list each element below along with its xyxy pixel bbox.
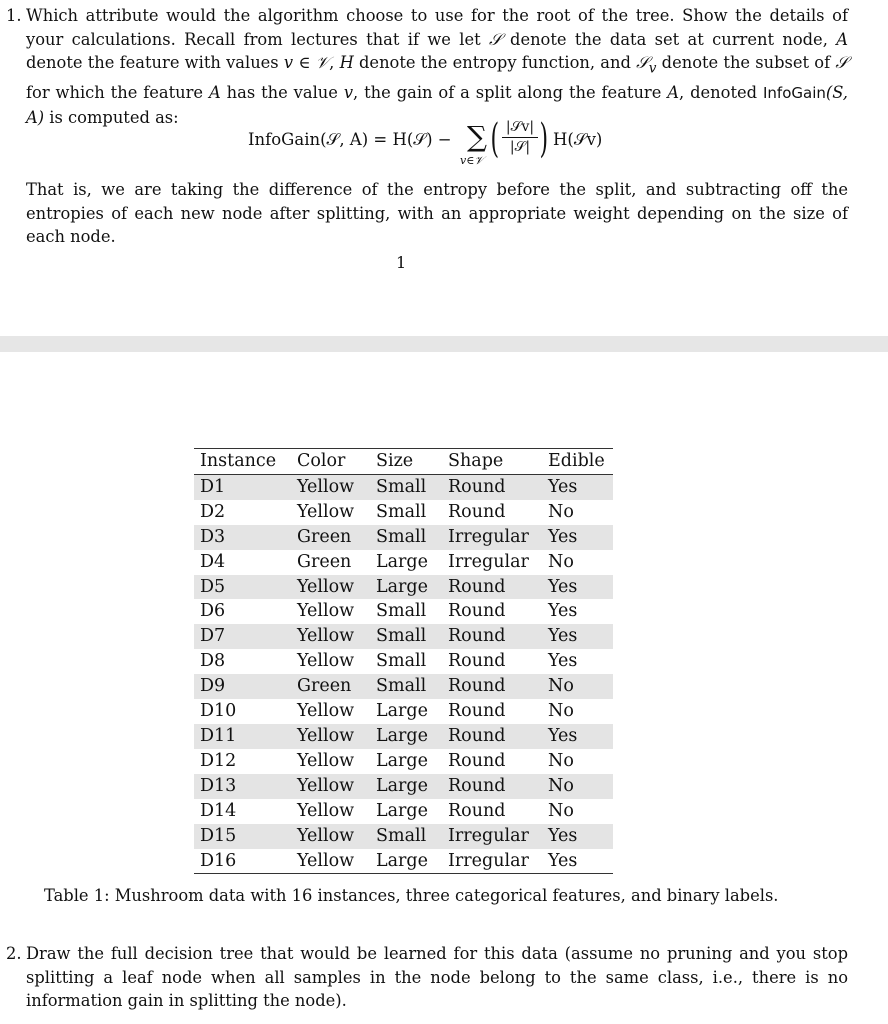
page-1: [0, 0, 888, 336]
table-cell: Yellow: [297, 601, 355, 622]
table-cell: Small: [370, 474, 442, 499]
header-shape: Shape: [442, 449, 542, 475]
table-header-row: [194, 449, 613, 475]
table-cell: D15: [194, 824, 291, 849]
table-cell: Irregular: [442, 525, 542, 550]
table-cell: No: [542, 774, 613, 799]
table-cell: Yes: [542, 824, 613, 849]
table-cell: Yellow: [291, 624, 370, 649]
table-row: [194, 500, 613, 525]
table-cell: Round: [442, 774, 542, 799]
table-row: [194, 749, 613, 774]
table-cell: D5: [194, 575, 291, 600]
header-instance: Instance: [194, 449, 291, 475]
table-cell: D13: [194, 774, 291, 799]
table-cell: Round: [448, 501, 506, 522]
table-caption: Table 1: Mushroom data with 16 instances, three categorical features, and binary labels.: [44, 886, 779, 905]
table-cell: D3: [194, 525, 291, 550]
right-paren: ): [539, 116, 549, 162]
table-cell: Round: [442, 674, 542, 699]
table-cell: D11: [194, 724, 291, 749]
table-cell: Small: [376, 601, 427, 622]
table-cell: Large: [370, 575, 442, 600]
formula-lhs: InfoGain(𝒮, A) = H(𝒮) −: [248, 130, 452, 149]
explanation-paragraph: That is, we are taking the difference of the entropy before the split, and subtracting off the entropies of each new node after splitting, with an appropriate weight depending on the size of each node.: [26, 180, 848, 247]
table-cell: Irregular: [442, 824, 542, 849]
table-row: [194, 525, 613, 550]
table-cell: D1: [194, 474, 291, 499]
table-cell: Yellow: [291, 575, 370, 600]
table-row: [194, 599, 613, 624]
header-edible: Edible: [542, 449, 613, 475]
formula-rhs: H(𝒮v): [553, 130, 603, 149]
table-cell: D2: [200, 501, 226, 522]
table-cell: Small: [370, 624, 442, 649]
table-row: [194, 474, 613, 499]
fraction: [500, 118, 540, 157]
table-cell: Yes: [542, 624, 613, 649]
left-paren: (: [490, 116, 500, 162]
table-cell: Round: [442, 624, 542, 649]
table-cell: D10: [200, 701, 237, 722]
table-cell: No: [548, 800, 574, 821]
table-cell: No: [548, 701, 574, 722]
table-row: [194, 624, 613, 649]
table-cell: D16: [194, 849, 291, 874]
table-row: [194, 550, 613, 575]
table-cell: No: [548, 750, 574, 771]
table-cell: Large: [370, 849, 442, 874]
table-cell: Yellow: [291, 474, 370, 499]
table-cell: Small: [376, 651, 427, 672]
table-cell: Large: [376, 800, 428, 821]
table-cell: D7: [194, 624, 291, 649]
table-cell: Yellow: [297, 501, 355, 522]
table-cell: Green: [291, 674, 370, 699]
table-cell: Yellow: [297, 750, 355, 771]
question-1: [0, 4, 848, 129]
table-cell: Yes: [542, 525, 613, 550]
table-cell: Small: [370, 674, 442, 699]
table-cell: Large: [370, 724, 442, 749]
fraction-numerator: |𝒮v|: [505, 119, 535, 135]
table-cell: Yellow: [291, 824, 370, 849]
table-cell: Yellow: [291, 774, 370, 799]
question-number: 2.: [6, 944, 22, 963]
table-cell: Large: [370, 774, 442, 799]
fraction-denominator: |𝒮|: [509, 139, 531, 155]
table-cell: Yellow: [291, 849, 370, 874]
header-size: Size: [370, 449, 442, 475]
page-separator: [0, 336, 888, 352]
table-cell: D12: [200, 750, 237, 771]
table-cell: Small: [376, 501, 427, 522]
table-cell: Round: [442, 474, 542, 499]
sum-symbol: ∑: [467, 120, 487, 153]
table-cell: Small: [370, 525, 442, 550]
table-row: [194, 849, 613, 874]
table-cell: Round: [442, 575, 542, 600]
infogain-formula: [0, 118, 888, 170]
table-cell: Yellow: [291, 724, 370, 749]
table-row: [194, 799, 613, 824]
table-cell: Yes: [542, 474, 613, 499]
table-cell: Round: [442, 724, 542, 749]
table-cell: Round: [448, 750, 506, 771]
table-cell: Round: [448, 800, 506, 821]
question-2: [0, 942, 848, 1013]
table-cell: D8: [200, 651, 226, 672]
table-cell: D6: [200, 601, 226, 622]
table-cell: Green: [291, 525, 370, 550]
page-number: 1: [396, 253, 407, 272]
table-cell: Irregular: [448, 551, 529, 572]
table-cell: Large: [376, 750, 428, 771]
table-cell: No: [548, 501, 574, 522]
table-row: [194, 699, 613, 724]
table-cell: Yes: [542, 849, 613, 874]
header-color: Color: [291, 449, 370, 475]
table-cell: No: [548, 551, 574, 572]
table-cell: Yellow: [297, 800, 355, 821]
table-cell: D9: [194, 674, 291, 699]
table-cell: Small: [370, 824, 442, 849]
table-row: [194, 824, 613, 849]
question-text: Draw the full decision tree that would be learned for this data (assume no pruning and you stop splitting a leaf node when all samples in the node belong to the same class, i.e., there is no information gain in splitting the node).: [26, 944, 848, 1011]
table-row: [194, 649, 613, 674]
table-row: [194, 674, 613, 699]
table-cell: Yes: [542, 724, 613, 749]
table-cell: Green: [297, 551, 352, 572]
table-cell: Large: [376, 701, 428, 722]
table-cell: D4: [200, 551, 226, 572]
table-cell: Yes: [548, 651, 578, 672]
table-cell: Yes: [542, 575, 613, 600]
mushroom-table: [194, 448, 613, 874]
table-cell: D14: [200, 800, 237, 821]
table-cell: Large: [376, 551, 428, 572]
table-cell: Round: [448, 701, 506, 722]
question-text: Which attribute would the algorithm choose to use for the root of the tree. Show the details of your calculations. Recall from lectures that if we let 𝒮 denote the data set at current node, A denote the feature with values v ∈ 𝒱, H denote the entropy function, and 𝒮$_v$ denote the subset of 𝒮 for which the feature A has the value v, the gain of a split along the feature A, denoted InfoGain(S, A) is computed as:: [26, 6, 848, 127]
table-row: [194, 724, 613, 749]
table-cell: Yes: [548, 601, 578, 622]
table-cell: Yellow: [297, 651, 355, 672]
table-cell: Irregular: [442, 849, 542, 874]
sum-index: v∈𝒱: [460, 154, 484, 167]
table-cell: Round: [448, 651, 506, 672]
table-cell: No: [542, 674, 613, 699]
question-number: 1.: [6, 6, 22, 25]
table-row: [194, 575, 613, 600]
table-cell: Yellow: [297, 701, 355, 722]
table-cell: Round: [448, 601, 506, 622]
table-row: [194, 774, 613, 799]
page-2: [0, 352, 888, 1024]
